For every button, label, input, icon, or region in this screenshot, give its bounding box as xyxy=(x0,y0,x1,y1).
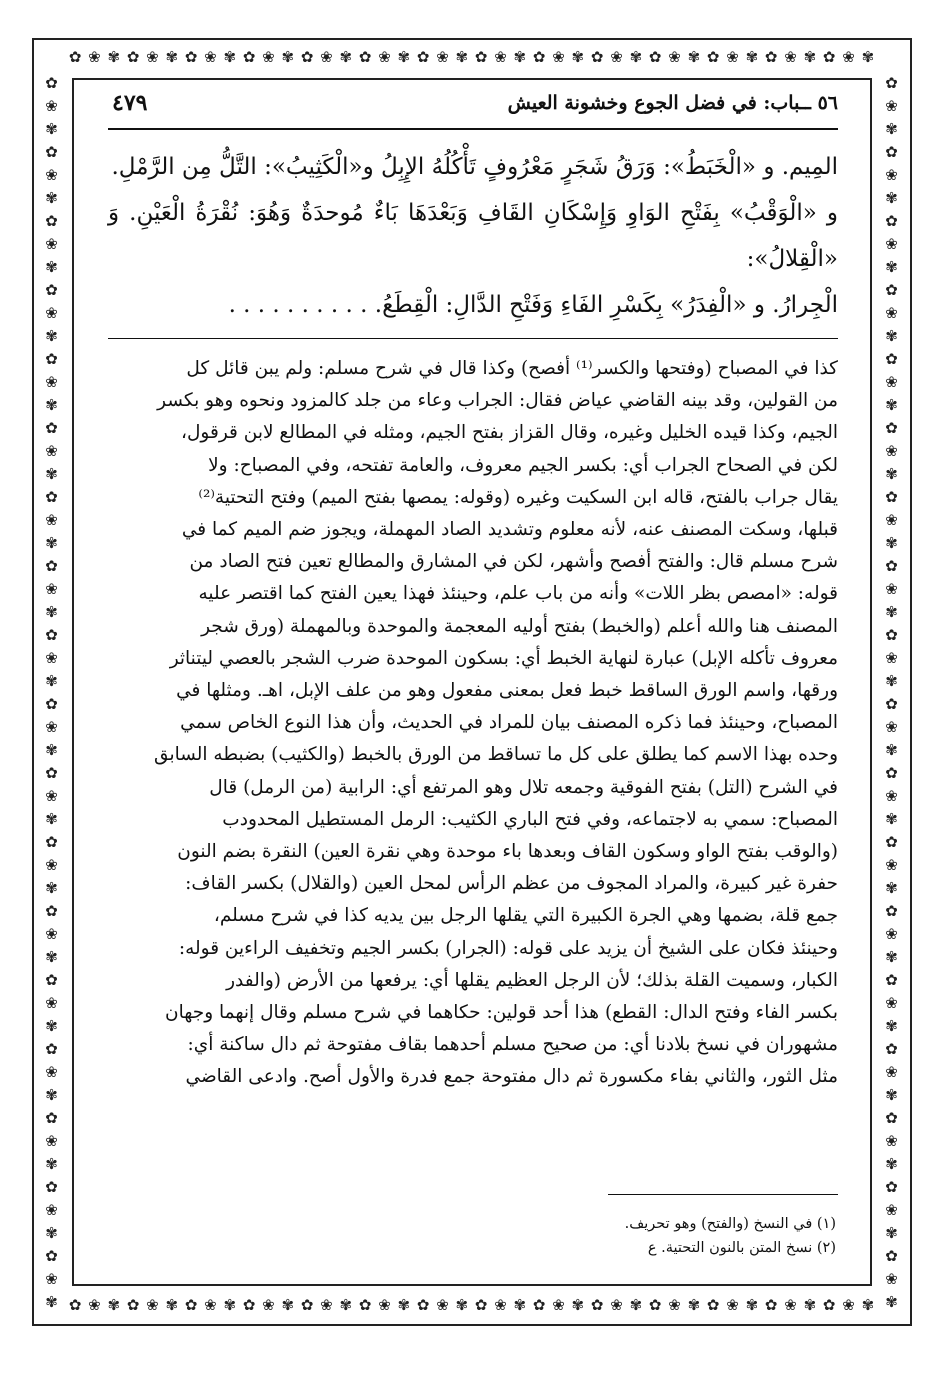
footnote: (١) في النسخ (والفتح) وهو تحريف. xyxy=(624,1216,836,1232)
sharh-line: ورقها، واسم الورق الساقط خبط فعل بمعنى مفعول وهو من علف الإبل، اهـ. ومثلها في xyxy=(176,680,838,702)
footnotes xyxy=(625,1212,836,1260)
sharh-line: الجيم، وكذا قيده الخليل وغيره، وقال القزاز بفتح الجيم، ومثله في المطالع لابن قرقول، xyxy=(181,422,838,444)
sharh-line: (والوقب بفتح الواو وسكون القاف وبعدها باء موحدة وهي نقرة العين) النقرة بضم النون xyxy=(177,841,838,863)
page-content xyxy=(108,90,838,1094)
sharh-line: في الشرح (التل) بفتح الفوقية وجمعه تلال وهو المرتفع أي: الرابية (من الرمل) قال xyxy=(209,776,838,798)
right-ornament: ✿❀✾✿❀✾✿❀✾✿❀✾✿❀✾✿❀✾✿❀✾✿❀✾✿❀✾✿❀✾✿❀✾✿❀✾✿❀✾✿❀✾✿❀✾✿❀✾✿❀✾✿❀✾ xyxy=(885,74,899,1311)
footnote-divider xyxy=(608,1194,838,1195)
sharh-line: يقال جراب بالفتح، قاله ابن السكيت وغيره (وقوله: يمصها بفتح الميم) وفتح التحتية⁽²⁾ xyxy=(198,486,838,508)
footnote: (٢) نسخ المتن بالنون التحتية. ع xyxy=(647,1240,836,1256)
sharh-text xyxy=(108,353,838,1094)
sharh-line: بكسر الفاء وفتح الدال: القطع) هذا أحد قولين: حكاهما في شرح مسلم وقال إنهما وجهان xyxy=(165,1002,838,1024)
top-ornament: ✿ ❀ ✾ ✿ ❀ ✾ ✿ ❀ ✾ ✿ ❀ ✾ ✿ ❀ ✾ ✿ ❀ ✾ ✿ ❀ ✾ ✿ ❀ ✾ ✿ ❀ ✾ ✿ ❀ ✾ ✿ ❀ ✾ ✿ ❀ ✾ ✿ ❀ ✾ ✿ ❀ ✾ xyxy=(68,48,876,66)
sharh-line: وحينئذ فكان على الشيخ أن يزيد على قوله: (الجرار) بكسر الجيم وتخفيف الراءين قوله: xyxy=(178,937,838,959)
sharh-line: الكبار، وسميت القلة بذلك؛ لأن الرجل العظيم يقلها أي: يرفعها من الأرض (والفدر xyxy=(226,969,838,991)
bottom-ornament: ✿ ❀ ✾ ✿ ❀ ✾ ✿ ❀ ✾ ✿ ❀ ✾ ✿ ❀ ✾ ✿ ❀ ✾ ✿ ❀ ✾ ✿ ❀ ✾ ✿ ❀ ✾ ✿ ❀ ✾ ✿ ❀ ✾ ✿ ❀ ✾ ✿ ❀ ✾ ✿ ❀ ✾ xyxy=(68,1296,876,1314)
sharh-line: حفرة غير كبيرة، والمراد المجوف من عظم الرأس لمحل العين (والقلال) بكسر القاف: xyxy=(185,873,838,895)
sharh-line: المصنف هنا والله أعلم (والخبط) بفتح أوليه المعجمة والموحدة وبالمهملة (ورق شجر xyxy=(201,615,838,637)
sharh-line: شرح مسلم قال: والفتح أفصح وأشهر، لكن في المشارق والمطالع تعين فتح الصاد من xyxy=(189,551,838,573)
page-number: ٤٧٩ xyxy=(112,90,148,116)
matn-text xyxy=(108,144,838,328)
matn-line: و «الْوَقْبُ» بِفَتْحِ الوَاوِ وَإِسْكَانِ القَافِ وَبَعْدَهَا بَاءٌ مُوحدَةٌ وَهُوَ: نُقْرَةُ الْعَيْنِ. وَ «الْقِلالُ»: xyxy=(108,200,838,272)
matn-divider xyxy=(108,338,838,339)
sharh-line: مشهوران في نسخ بلادنا أي: من صحيح مسلم أحدهما بقاف مفتوحة ثم دال ساكنة أي: xyxy=(187,1034,838,1056)
sharh-line: معروف تأكله الإبل) عبارة لنهاية الخبط أي: بسكون الموحدة ضرب الشجر بالعصي ليتناثر xyxy=(169,647,838,669)
sharh-line: كذا في المصباح (وفتحها والكسر⁽¹⁾ أفصح) وكذا قال في شرح مسلم: ولم يبن قائل كل xyxy=(186,358,838,379)
sharh-line: من القولين، وقد بينه القاضي عياض فقال: الجراب وعاء من جلد كالمزود ونحوه وهو بكسر xyxy=(157,390,838,412)
sharh-line: قوله: «امصص بظر اللات» وأنه من باب علم، وحينئذ فهذا يعين الفتح كما اقتصر عليه xyxy=(198,583,838,605)
sharh-line: وحده بهذا الاسم كما يطلق على كل ما تساقط من الورق بالخبط (والكثيب) بضبطه السابق xyxy=(154,744,838,766)
matn-line: المِيم. و «الْخَبَطُ»: وَرَقُ شَجَرٍ مَعْرُوفٍ تَأْكُلُهُ الإِبِلُ و«الْكَثِيبُ»: التَّلُّ مِن الرَّمْلِ. xyxy=(111,154,838,180)
sharh-line: المصباح: سمي به لاجتماعه، وفي فتح الباري الكثيب: الرمل المستطيل المحدودب xyxy=(222,808,838,830)
left-ornament: ✿❀✾✿❀✾✿❀✾✿❀✾✿❀✾✿❀✾✿❀✾✿❀✾✿❀✾✿❀✾✿❀✾✿❀✾✿❀✾✿❀✾✿❀✾✿❀✾✿❀✾✿❀✾ xyxy=(45,74,59,1311)
page-header xyxy=(108,90,838,130)
chapter-title: ٥٦ ــباب: في فضل الجوع وخشونة العيش xyxy=(507,92,838,114)
sharh-line: قبلها، وسكت المصنف عنه، لأنه معلوم وتشديد الصاد المهملة، ويجوز ضم الميم كما في xyxy=(181,519,838,541)
sharh-line: مثل الثور، والثاني بفاء مكسورة ثم دال مفتوحة جمع فدرة والأول أصح. وادعى القاضي xyxy=(185,1066,838,1088)
sharh-line: جمع قلة، بضمها وهي الجرة الكبيرة التي يقلها الرجل بين يديه كذا في شرح مسلم، xyxy=(213,905,838,927)
sharh-line: لكن في الصحاح الجراب أي: بكسر الجيم معروف، والعامة تفتحه، وفي المصباح: ولا xyxy=(208,454,838,476)
matn-line: الْجِرارُ. و «الْفِدَرُ» بِكَسْرِ الفَاءِ وَفَتْحِ الدَّالِ: الْقِطَعُ. . . . . . . . . . . xyxy=(228,292,838,318)
sharh-line: المصباح، وحينئذ فما ذكره المصنف بيان للمراد في الحديث، وأن هذا النوع الخاص سمي xyxy=(180,712,838,734)
